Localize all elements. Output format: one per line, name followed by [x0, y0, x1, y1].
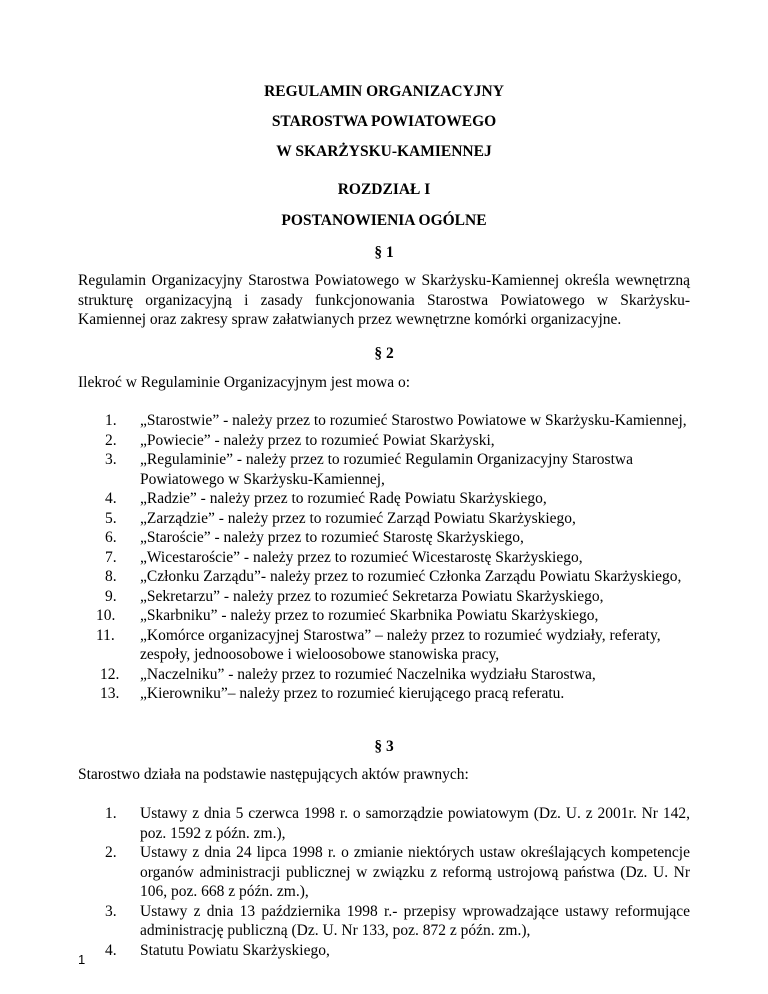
list-item: 5. „Zarządzie” - należy przez to rozumieć Zarząd Powiatu Skarżyskiego,: [105, 509, 576, 527]
list-item: 3. „Regulaminie” - należy przez to rozumieć Regulamin Organizacyjny Starostwa Powiatowego w Skarżysku-Kamiennej,: [105, 451, 633, 488]
title-line-3: W SKARŻYSKU-KAMIENNEJ: [276, 143, 492, 160]
page-number: 1: [78, 952, 86, 967]
list-item: 4. „Radzie” - należy przez to rozumieć Radę Powiatu Skarżyskiego,: [105, 490, 547, 507]
legal-acts-list: [78, 804, 690, 960]
title-line-2: STAROSTWA POWIATOWEGO: [271, 113, 497, 130]
definitions-list: [78, 411, 690, 704]
list-item: 4. Statutu Powiatu Skarżyskiego,: [105, 941, 330, 959]
section-1-heading: § 1: [374, 244, 394, 261]
section-3-intro: Starostwo działa na podstawie następujących aktów prawnych:: [78, 766, 469, 783]
section-3-heading: § 3: [374, 738, 394, 755]
list-item: 1. „Starostwie” - należy przez to rozumieć Starostwo Powiatowe w Skarżysku-Kamiennej,: [105, 412, 687, 429]
section-2-intro: Ilekroć w Regulaminie Organizacyjnym jest mowa o:: [78, 374, 411, 391]
chapter-heading: ROZDZIAŁ I: [337, 181, 431, 198]
list-item: 11. „Komórce organizacyjnej Starostwa” – należy przez to rozumieć wydziały, referaty, zespoły, jednoosobowe i wieloosobowe stanowiska pracy,: [96, 626, 661, 663]
list-item: 1. Ustawy z dnia 5 czerwca 1998 r. o samorządzie powiatowym (Dz. U. z 2001r. Nr 142, poz. 1592 z późn. zm.),: [105, 805, 690, 842]
section-1-text: Regulamin Organizacyjny Starostwa Powiatowego w Skarżysku-Kamiennej określa wewnętrzną strukturę organizacyjną i zasady funkcjonowania Starostwa Powiatowego w Skarżysku-Kamiennej oraz zakresy spraw załatwianych przez wewnętrzne komórki organizacyjne.: [78, 272, 690, 328]
section-2-heading: § 2: [374, 345, 394, 362]
title-line-1: REGULAMIN ORGANIZACYJNY: [264, 83, 504, 100]
list-item: 13. „Kierowniku”– należy przez to rozumieć kierującego pracą referatu.: [100, 685, 565, 702]
list-item: 2. „Powiecie” - należy przez to rozumieć Powiat Skarżyski,: [105, 431, 495, 449]
chapter-title: POSTANOWIENIA OGÓLNE: [281, 212, 487, 229]
list-item: 9. „Sekretarzu” - należy przez to rozumieć Sekretarza Powiatu Skarżyskiego,: [105, 587, 604, 605]
list-item: 6. „Staroście” - należy przez to rozumieć Starostę Skarżyskiego,: [105, 529, 524, 546]
list-item: 8. „Członku Zarządu”- należy przez to rozumieć Członka Zarządu Powiatu Skarżyskiego,: [105, 568, 682, 585]
list-item: 7. „Wicestaroście” - należy przez to rozumieć Wicestarostę Skarżyskiego,: [105, 548, 583, 566]
list-item: 12. „Naczelniku” - należy przez to rozumieć Naczelnika wydziału Starostwa,: [100, 665, 596, 683]
list-item: 3. Ustawy z dnia 13 października 1998 r.- przepisy wprowadzające ustawy reformujące administrację publiczną (Dz. U. Nr 133, poz. 872 z późn. zm.),: [105, 902, 690, 939]
list-item: 10. „Skarbniku” - należy przez to rozumieć Skarbnika Powiatu Skarżyskiego,: [96, 607, 599, 624]
list-item: 2. Ustawy z dnia 24 lipca 1998 r. o zmianie niektórych ustaw określających kompetencje organów administracji publicznej w związku z reformą ustrojową państwa (Dz. U. Nr 106, poz. 668 z późn. zm.),: [105, 844, 690, 900]
